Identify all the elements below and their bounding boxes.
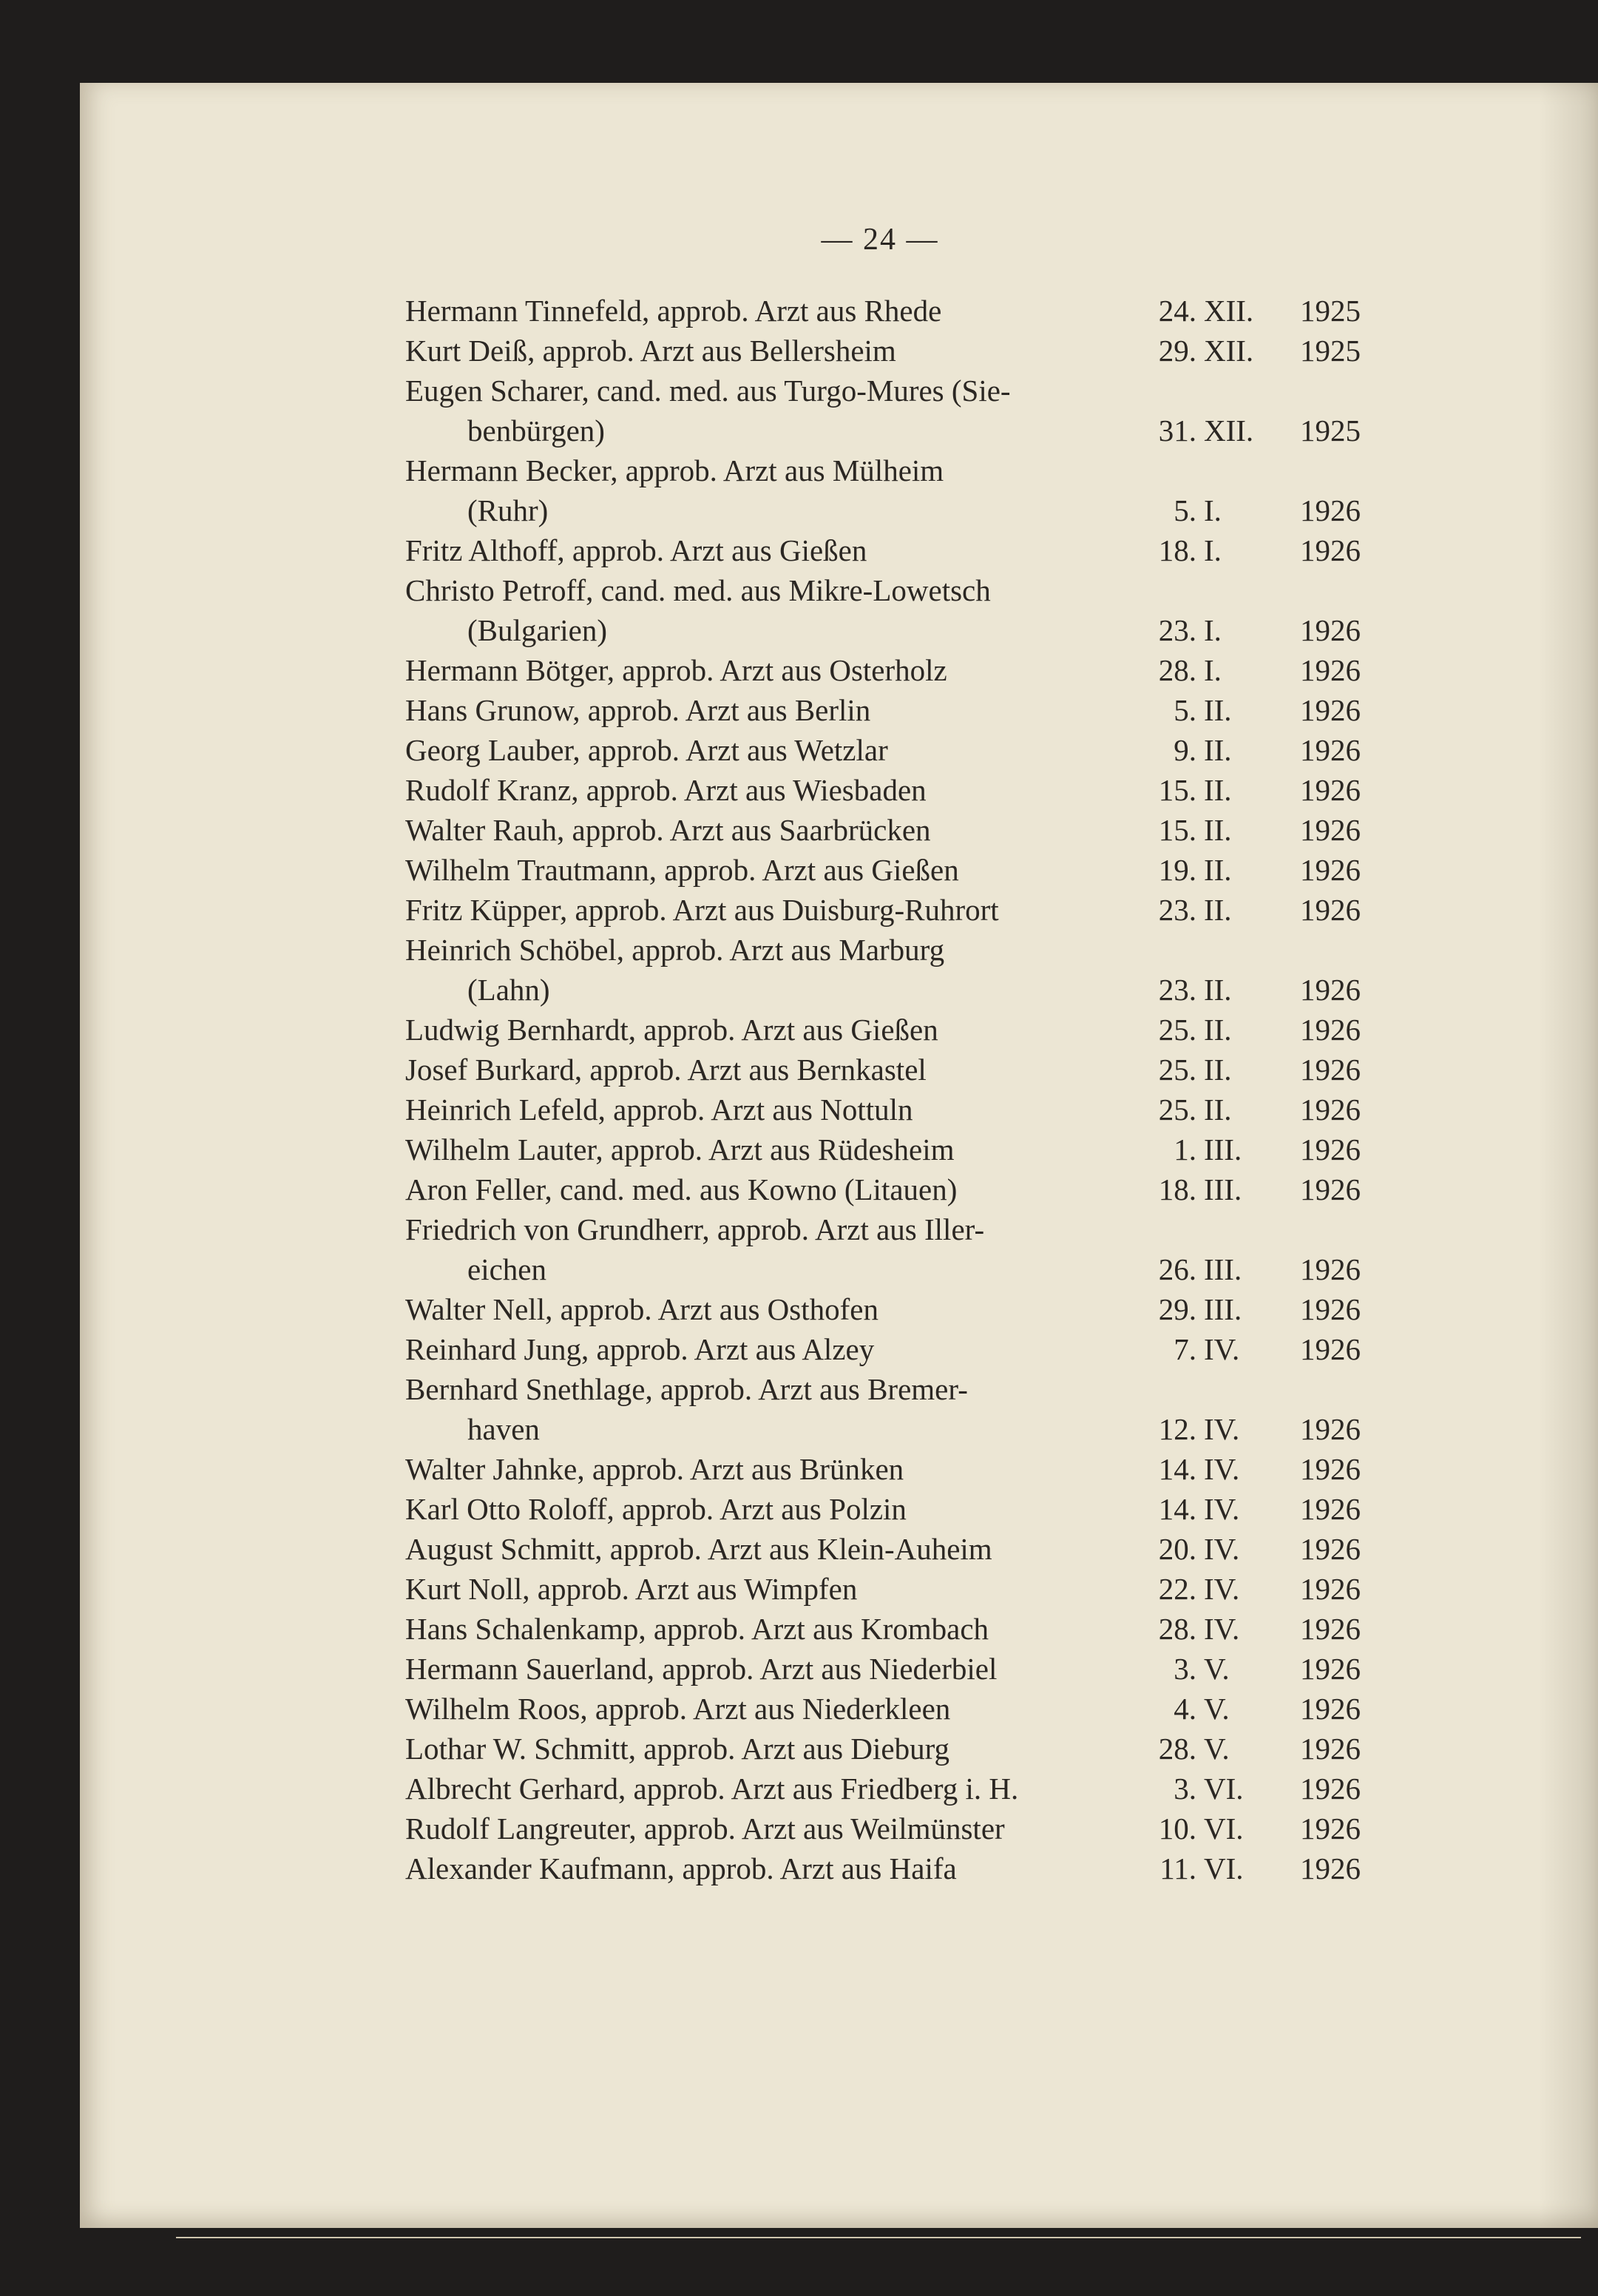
entry-name: Fritz Althoff, approb. Arzt aus Gießen bbox=[405, 533, 867, 567]
entry-year: 1926 bbox=[1300, 733, 1361, 767]
entry-name: Eugen Scharer, cand. med. aus Turgo-Mures (Sie- bbox=[405, 374, 1011, 408]
entry-month: I. bbox=[1204, 533, 1222, 567]
entry-month: VI. bbox=[1204, 1772, 1244, 1806]
entry-day: 10. bbox=[1158, 1812, 1196, 1846]
entry-year: 1926 bbox=[1300, 693, 1361, 727]
entry-name: Karl Otto Roloff, approb. Arzt aus Polzin bbox=[405, 1492, 907, 1526]
entry-day: 23. bbox=[1158, 893, 1196, 927]
entry-month: II. bbox=[1204, 853, 1232, 887]
entry-month: V. bbox=[1204, 1692, 1230, 1726]
entry-year: 1926 bbox=[1300, 893, 1361, 927]
entry-year: 1926 bbox=[1300, 1652, 1361, 1686]
entry-year: 1926 bbox=[1300, 1053, 1361, 1087]
entry-day: 9. bbox=[1174, 733, 1196, 767]
entry-day: 12. bbox=[1158, 1412, 1196, 1446]
entry-month: II. bbox=[1204, 693, 1232, 727]
entry-year: 1926 bbox=[1300, 493, 1361, 527]
entry-month: I. bbox=[1204, 653, 1222, 687]
entry-month: XII. bbox=[1204, 334, 1254, 368]
entry-month: IV. bbox=[1204, 1572, 1240, 1606]
entry-month: III. bbox=[1204, 1292, 1242, 1326]
entry-day: 22. bbox=[1158, 1572, 1196, 1606]
entry-day: 25. bbox=[1158, 1093, 1196, 1127]
page-fold-line bbox=[176, 2237, 1581, 2238]
entry-day: 15. bbox=[1158, 813, 1196, 847]
entry-name: Reinhard Jung, approb. Arzt aus Alzey bbox=[405, 1332, 875, 1366]
entry-name: Albrecht Gerhard, approb. Arzt aus Friedberg i. H. bbox=[405, 1772, 1019, 1806]
entry-day: 18. bbox=[1158, 533, 1196, 567]
entry-month: XII. bbox=[1204, 413, 1254, 448]
entry-day: 19. bbox=[1158, 853, 1196, 887]
entry-name: Josef Burkard, approb. Arzt aus Bernkastel bbox=[405, 1053, 927, 1087]
page-edge-shadow bbox=[1539, 83, 1598, 2228]
entry-name: Christo Petroff, cand. med. aus Mikre-Lowetsch bbox=[405, 573, 991, 607]
entry-year: 1926 bbox=[1300, 1612, 1361, 1646]
entry-name-continued: (Lahn) bbox=[467, 973, 550, 1007]
entry-day: 25. bbox=[1158, 1013, 1196, 1047]
entry-name: Georg Lauber, approb. Arzt aus Wetzlar bbox=[405, 733, 888, 767]
entry-month: III. bbox=[1204, 1252, 1242, 1286]
entry-year: 1926 bbox=[1300, 613, 1361, 647]
entry-year: 1926 bbox=[1300, 1332, 1361, 1366]
entry-name: Fritz Küpper, approb. Arzt aus Duisburg-Ruhrort bbox=[405, 893, 999, 927]
entry-day: 29. bbox=[1158, 1292, 1196, 1326]
entry-name: Hermann Bötger, approb. Arzt aus Osterholz bbox=[405, 653, 947, 687]
entry-name: Alexander Kaufmann, approb. Arzt aus Haifa bbox=[405, 1851, 957, 1885]
entry-name-continued: eichen bbox=[467, 1252, 546, 1286]
entry-day: 18. bbox=[1158, 1172, 1196, 1206]
entry-year: 1926 bbox=[1300, 1452, 1361, 1486]
entry-day: 23. bbox=[1158, 973, 1196, 1007]
entry-day: 4. bbox=[1174, 1692, 1196, 1726]
entry-year: 1926 bbox=[1300, 1772, 1361, 1806]
entry-name: Walter Nell, approb. Arzt aus Osthofen bbox=[405, 1292, 878, 1326]
entry-day: 23. bbox=[1158, 613, 1196, 647]
entry-name: Hermann Tinnefeld, approb. Arzt aus Rhede bbox=[405, 294, 942, 328]
entry-year: 1926 bbox=[1300, 1412, 1361, 1446]
entry-name: Hans Schalenkamp, approb. Arzt aus Krombach bbox=[405, 1612, 989, 1646]
entry-year: 1926 bbox=[1300, 1013, 1361, 1047]
entry-name: Heinrich Lefeld, approb. Arzt aus Nottuln bbox=[405, 1093, 913, 1127]
entry-month: II. bbox=[1204, 1093, 1232, 1127]
entry-month: III. bbox=[1204, 1172, 1242, 1206]
entry-day: 7. bbox=[1174, 1332, 1196, 1366]
entry-name: Hermann Sauerland, approb. Arzt aus Niederbiel bbox=[405, 1652, 998, 1686]
entry-year: 1925 bbox=[1300, 413, 1361, 448]
entry-month: II. bbox=[1204, 893, 1232, 927]
entry-name-continued: (Bulgarien) bbox=[467, 613, 607, 647]
entry-year: 1926 bbox=[1300, 973, 1361, 1007]
entry-year: 1926 bbox=[1300, 1093, 1361, 1127]
entry-month: II. bbox=[1204, 1013, 1232, 1047]
entry-name-continued: benbürgen) bbox=[467, 413, 605, 448]
entry-name: Bernhard Snethlage, approb. Arzt aus Bremer- bbox=[405, 1372, 968, 1406]
entry-name: Hermann Becker, approb. Arzt aus Mülheim bbox=[405, 453, 944, 487]
entry-name: Ludwig Bernhardt, approb. Arzt aus Gießen bbox=[405, 1013, 938, 1047]
entry-day: 28. bbox=[1158, 1612, 1196, 1646]
entry-name: Wilhelm Trautmann, approb. Arzt aus Gießen bbox=[405, 853, 959, 887]
entry-year: 1926 bbox=[1300, 1172, 1361, 1206]
entry-year: 1926 bbox=[1300, 1252, 1361, 1286]
entry-day: 15. bbox=[1158, 773, 1196, 807]
entry-day: 11. bbox=[1159, 1851, 1196, 1885]
entry-name: Friedrich von Grundherr, approb. Arzt aus Iller- bbox=[405, 1212, 985, 1246]
entry-month: II. bbox=[1204, 1053, 1232, 1087]
entry-day: 25. bbox=[1158, 1053, 1196, 1087]
entry-month: VI. bbox=[1204, 1851, 1244, 1885]
entry-year: 1926 bbox=[1300, 813, 1361, 847]
entry-name: August Schmitt, approb. Arzt aus Klein-Auheim bbox=[405, 1532, 992, 1566]
entry-day: 24. bbox=[1158, 294, 1196, 328]
entry-month: IV. bbox=[1204, 1612, 1240, 1646]
entry-year: 1926 bbox=[1300, 1572, 1361, 1606]
entry-month: V. bbox=[1204, 1732, 1230, 1766]
entry-name: Wilhelm Roos, approb. Arzt aus Niederkleen bbox=[405, 1692, 951, 1726]
entry-month: II. bbox=[1204, 813, 1232, 847]
entry-month: I. bbox=[1204, 493, 1222, 527]
entry-month: I. bbox=[1204, 613, 1222, 647]
entry-year: 1925 bbox=[1300, 294, 1361, 328]
entry-year: 1926 bbox=[1300, 1851, 1361, 1885]
entry-name: Rudolf Langreuter, approb. Arzt aus Weilmünster bbox=[405, 1812, 1005, 1846]
entry-name: Walter Jahnke, approb. Arzt aus Brünken bbox=[405, 1452, 904, 1486]
entry-year: 1926 bbox=[1300, 1132, 1361, 1166]
entry-year: 1926 bbox=[1300, 1692, 1361, 1726]
entry-day: 28. bbox=[1158, 653, 1196, 687]
entry-day: 20. bbox=[1158, 1532, 1196, 1566]
entry-month: III. bbox=[1204, 1132, 1242, 1166]
entry-year: 1926 bbox=[1300, 1492, 1361, 1526]
entry-name: Lothar W. Schmitt, approb. Arzt aus Dieburg bbox=[405, 1732, 949, 1766]
entry-month: II. bbox=[1204, 773, 1232, 807]
page-number: — 24 — bbox=[821, 223, 939, 257]
entry-name-continued: (Ruhr) bbox=[467, 493, 549, 527]
entry-month: IV. bbox=[1204, 1452, 1240, 1486]
entry-name: Aron Feller, cand. med. aus Kowno (Litauen) bbox=[405, 1172, 958, 1206]
entry-day: 26. bbox=[1158, 1252, 1196, 1286]
entry-month: VI. bbox=[1204, 1812, 1244, 1846]
entry-year: 1926 bbox=[1300, 853, 1361, 887]
entry-month: II. bbox=[1204, 973, 1232, 1007]
entry-month: II. bbox=[1204, 733, 1232, 767]
entry-year: 1926 bbox=[1300, 773, 1361, 807]
entry-name-continued: haven bbox=[467, 1412, 540, 1446]
entry-month: IV. bbox=[1204, 1532, 1240, 1566]
entry-day: 14. bbox=[1158, 1492, 1196, 1526]
entry-year: 1926 bbox=[1300, 653, 1361, 687]
entry-month: IV. bbox=[1204, 1492, 1240, 1526]
entry-day: 31. bbox=[1158, 413, 1196, 448]
entry-year: 1926 bbox=[1300, 533, 1361, 567]
entry-month: IV. bbox=[1204, 1332, 1240, 1366]
entry-year: 1926 bbox=[1300, 1292, 1361, 1326]
entry-year: 1926 bbox=[1300, 1532, 1361, 1566]
entry-day: 28. bbox=[1158, 1732, 1196, 1766]
entry-day: 1. bbox=[1174, 1132, 1196, 1166]
entry-month: XII. bbox=[1204, 294, 1254, 328]
entry-year: 1925 bbox=[1300, 334, 1361, 368]
entry-month: V. bbox=[1204, 1652, 1230, 1686]
entry-name: Heinrich Schöbel, approb. Arzt aus Marburg bbox=[405, 933, 945, 967]
entry-day: 29. bbox=[1158, 334, 1196, 368]
entry-name: Rudolf Kranz, approb. Arzt aus Wiesbaden bbox=[405, 773, 927, 807]
entry-month: IV. bbox=[1204, 1412, 1240, 1446]
entry-name: Wilhelm Lauter, approb. Arzt aus Rüdesheim bbox=[405, 1132, 955, 1166]
entry-name: Kurt Noll, approb. Arzt aus Wimpfen bbox=[405, 1572, 858, 1606]
entry-year: 1926 bbox=[1300, 1732, 1361, 1766]
entry-name: Walter Rauh, approb. Arzt aus Saarbrücken bbox=[405, 813, 931, 847]
entry-name: Kurt Deiß, approb. Arzt aus Bellersheim bbox=[405, 334, 896, 368]
entry-day: 14. bbox=[1158, 1452, 1196, 1486]
entry-day: 5. bbox=[1174, 493, 1196, 527]
entry-name: Hans Grunow, approb. Arzt aus Berlin bbox=[405, 693, 871, 727]
entry-day: 3. bbox=[1174, 1652, 1196, 1686]
entry-day: 5. bbox=[1174, 693, 1196, 727]
entry-day: 3. bbox=[1174, 1772, 1196, 1806]
entry-year: 1926 bbox=[1300, 1812, 1361, 1846]
